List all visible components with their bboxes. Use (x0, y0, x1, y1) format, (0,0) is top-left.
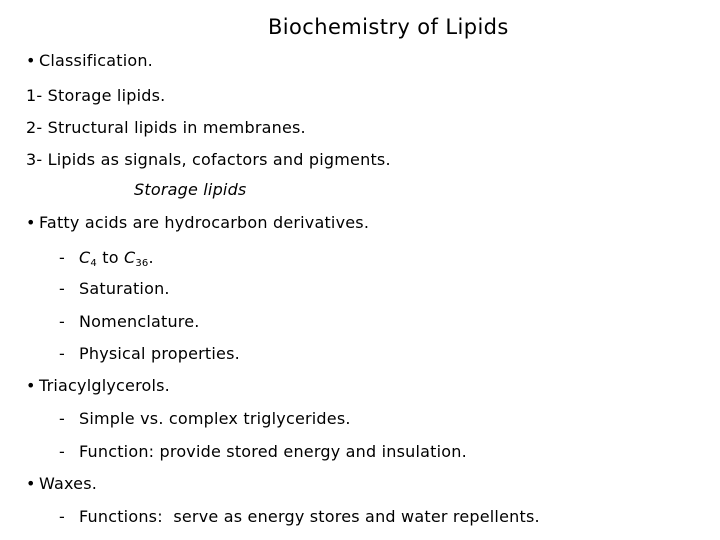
subheading-storage-lipids: Storage lipids (134, 180, 247, 199)
sub-item-physical-properties (59, 344, 240, 364)
sub-item-text: Functions: serve as energy stores and water repellents. (79, 507, 540, 526)
range-period: . (148, 248, 154, 267)
range-word: to (96, 248, 124, 267)
bullet-dot: • (26, 376, 36, 395)
bullet-fatty-acids (26, 213, 369, 233)
bullet-dot: • (26, 474, 36, 493)
dash: - (59, 312, 65, 331)
numbered-item-1: 1- Storage lipids. (26, 86, 166, 105)
sub-item-text: Function: provide stored energy and insulation. (79, 442, 467, 461)
sub-item-text: Nomenclature. (79, 312, 200, 331)
sub-item-carbon-range (59, 248, 154, 268)
dash: - (59, 248, 65, 267)
carbon-subscript: 4 (90, 258, 97, 269)
sub-item-nomenclature (59, 312, 200, 332)
bullet-text: Classification. (39, 51, 153, 70)
bullet-dot: • (26, 213, 36, 232)
bullet-text: Waxes. (39, 474, 98, 493)
sub-item-saturation (59, 279, 170, 299)
sub-item-text: Physical properties. (79, 344, 240, 363)
carbon-subscript: 36 (135, 258, 149, 269)
bullet-waxes (26, 474, 97, 494)
bullet-text: Fatty acids are hydrocarbon derivatives. (39, 213, 370, 232)
bullet-classification (26, 51, 153, 71)
dash: - (59, 344, 65, 363)
bullet-dot: • (26, 51, 36, 70)
dash: - (59, 409, 65, 428)
bullet-triacylglycerols (26, 376, 170, 396)
sub-item-simple-vs-complex (59, 409, 351, 429)
sub-item-wax-functions (59, 507, 540, 527)
carbon-symbol: C (123, 248, 136, 267)
dash: - (59, 279, 65, 298)
numbered-item-2: 2- Structural lipids in membranes. (26, 118, 306, 137)
carbon-symbol: C (79, 248, 91, 267)
sub-item-text: Simple vs. complex triglycerides. (79, 409, 351, 428)
dash: - (59, 442, 65, 461)
dash: - (59, 507, 65, 526)
bullet-text: Triacylglycerols. (39, 376, 170, 395)
slide-title: Biochemistry of Lipids (268, 15, 509, 39)
sub-item-function (59, 442, 467, 462)
numbered-item-3: 3- Lipids as signals, cofactors and pigments. (26, 150, 391, 169)
sub-item-text: Saturation. (79, 279, 170, 298)
